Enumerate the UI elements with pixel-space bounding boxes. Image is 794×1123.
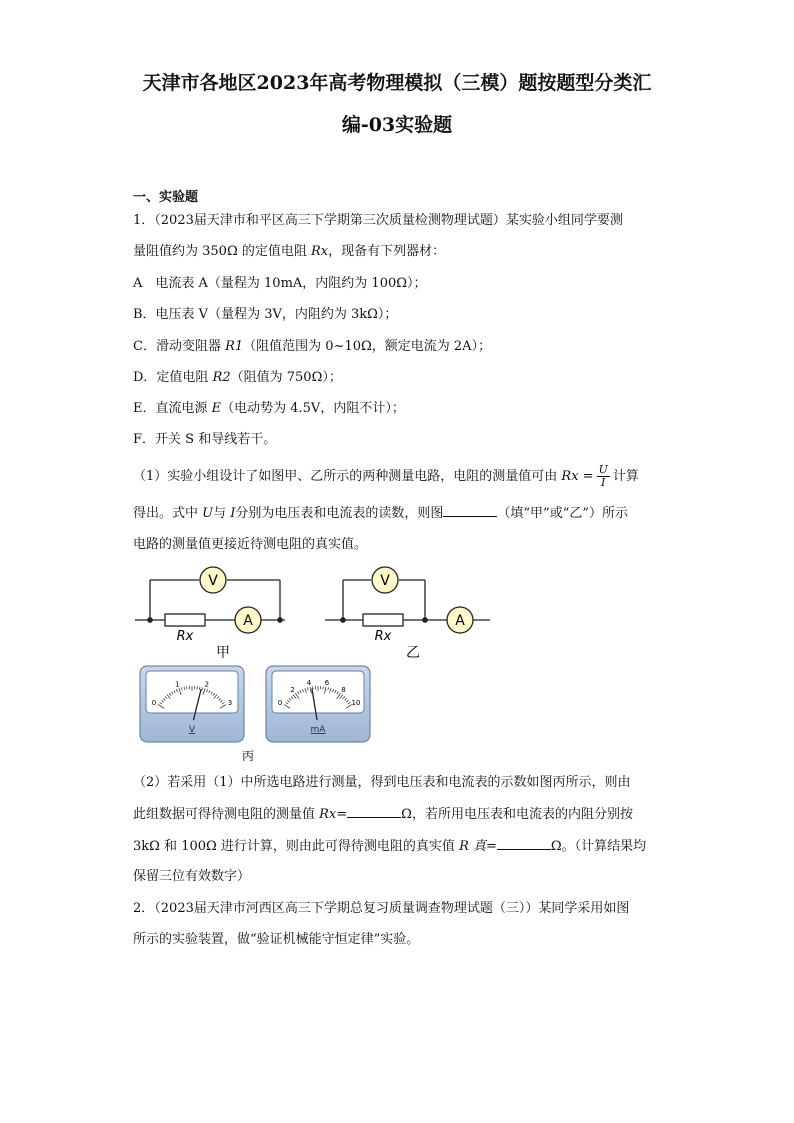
formula-fraction bbox=[597, 464, 610, 489]
q1-part1-line3: 电路的测量值更接近待测电阻的真实值。 bbox=[133, 537, 368, 552]
q1-item-d bbox=[133, 369, 342, 387]
i-var: I bbox=[230, 506, 236, 521]
voltmeter-symbol-a: V bbox=[208, 573, 218, 589]
text: E．直流电源 bbox=[133, 401, 212, 416]
ammeter-scale-label: 8 bbox=[341, 685, 346, 694]
rx-var: Rx bbox=[319, 807, 337, 822]
circuit-b-label: 乙 bbox=[406, 645, 420, 660]
text: ，现备有下列器材： bbox=[328, 244, 446, 259]
voltmeter-scale-label: 3 bbox=[227, 698, 233, 707]
q1-intro-line2 bbox=[133, 243, 445, 261]
resistor-label-b: Rx bbox=[374, 629, 392, 644]
voltmeter-symbol-b: V bbox=[380, 573, 390, 589]
circuit-diagrams bbox=[125, 560, 505, 660]
q1-part2-line3 bbox=[133, 837, 646, 856]
answer-blank-2[interactable] bbox=[347, 805, 401, 818]
q1-part1-line2 bbox=[133, 504, 628, 523]
text: 分别为电压表和电流表的读数，则图 bbox=[235, 506, 444, 521]
answer-blank-1[interactable] bbox=[443, 504, 497, 517]
q1-part1-line1 bbox=[133, 464, 639, 489]
text: （阻值范围为 0~10Ω，额定电流为 2A）； bbox=[243, 339, 492, 354]
formula-denominator: I bbox=[601, 476, 606, 489]
text: 得出。式中 bbox=[133, 506, 203, 521]
q1-part2-line1: （2）若采用（1）中所选电路进行测量，得到电压表和电流表的示数如图丙所示，则由 bbox=[133, 775, 631, 790]
doc-title-line1: 天津市各地区2023年高考物理模拟（三模）题按题型分类汇 bbox=[142, 72, 652, 94]
q1-item-b: B．电压表 V（量程为 3V，内阻约为 3kΩ）； bbox=[133, 307, 398, 322]
formula-lhs: Rx = bbox=[561, 469, 594, 484]
text: 3kΩ 和 100Ω 进行计算，则由此可得待测电阻的真实值 bbox=[133, 839, 460, 854]
r2-var: R2 bbox=[212, 370, 231, 385]
text: （填“甲”或“乙”）所示 bbox=[497, 506, 628, 521]
q1-item-a: A 电流表 A（量程为 10mA，内阻约为 100Ω）； bbox=[133, 276, 427, 291]
q1-part2-line2 bbox=[133, 805, 633, 824]
formula-numerator: U bbox=[598, 463, 608, 476]
q2-line2: 所示的实验装置，做“验证机械能守恒定律”实验。 bbox=[133, 932, 420, 947]
text: = bbox=[336, 807, 348, 822]
meter-figure bbox=[138, 664, 378, 764]
ammeter-symbol-b: A bbox=[455, 613, 465, 629]
ammeter-dial bbox=[266, 666, 370, 742]
u-var: U bbox=[202, 506, 214, 521]
text: Ω。（计算结果均 bbox=[550, 839, 647, 854]
e-var: E bbox=[211, 401, 222, 416]
resistor-label-a: Rx bbox=[176, 629, 194, 644]
voltmeter-unit: V bbox=[188, 725, 196, 735]
text: （电动势为 4.5V，内阻不计）； bbox=[221, 401, 405, 416]
text: 计算 bbox=[612, 469, 639, 484]
q1-part2-line4: 保留三位有效数字） bbox=[133, 869, 251, 884]
q1-item-c bbox=[133, 338, 491, 356]
text: 与 bbox=[213, 506, 231, 521]
text: D．定值电阻 bbox=[133, 370, 213, 385]
text: Ω，若所用电压表和电流表的内阻分别按 bbox=[401, 807, 633, 822]
r1-var: R1 bbox=[225, 339, 244, 354]
q1-intro-line1: 1．（2023届天津市和平区高三下学期第三次质量检测物理试题）某实验小组同学要测 bbox=[133, 213, 623, 228]
text: = bbox=[485, 839, 497, 854]
meters-label: 丙 bbox=[241, 749, 255, 763]
text: 此组数据可得待测电阻的测量值 bbox=[133, 807, 320, 822]
doc-title-line2: 编-03实验题 bbox=[341, 114, 453, 136]
ammeter-symbol-a: A bbox=[243, 613, 253, 629]
r-true-var: R 真 bbox=[459, 839, 486, 854]
text: 量阻值约为 350Ω 的定值电阻 bbox=[133, 244, 311, 259]
ammeter-scale-label: 4 bbox=[306, 678, 312, 687]
voltmeter-dial bbox=[140, 666, 244, 742]
ammeter-scale-label: 6 bbox=[324, 678, 330, 687]
voltmeter-scale-label: 2 bbox=[204, 680, 210, 689]
text: C．滑动变阻器 bbox=[133, 339, 226, 354]
voltmeter-scale-label: 0 bbox=[151, 698, 157, 707]
text: （阻值为 750Ω）； bbox=[230, 370, 342, 385]
voltmeter-scale-label: 1 bbox=[174, 680, 180, 689]
answer-blank-3[interactable] bbox=[497, 837, 551, 850]
circuit-yi bbox=[325, 567, 490, 633]
section-heading: 一、实验题 bbox=[133, 190, 199, 205]
text: （1）实验小组设计了如图甲、乙所示的两种测量电路，电阻的测量值可由 bbox=[133, 469, 562, 484]
ammeter-scale-label: 2 bbox=[290, 685, 295, 694]
q1-item-e bbox=[133, 400, 405, 418]
ammeter-scale-label: 10 bbox=[351, 698, 361, 707]
ammeter-scale-label: 0 bbox=[277, 698, 283, 707]
rx-var: Rx bbox=[311, 244, 329, 259]
q2-line1: 2．（2023届天津市河西区高三下学期总复习质量调查物理试题（三））某同学采用如图 bbox=[133, 901, 630, 916]
ammeter-unit: mA bbox=[310, 725, 326, 735]
circuit-a-label: 甲 bbox=[216, 645, 230, 660]
q1-item-f: F．开关 S 和导线若干。 bbox=[133, 432, 277, 447]
